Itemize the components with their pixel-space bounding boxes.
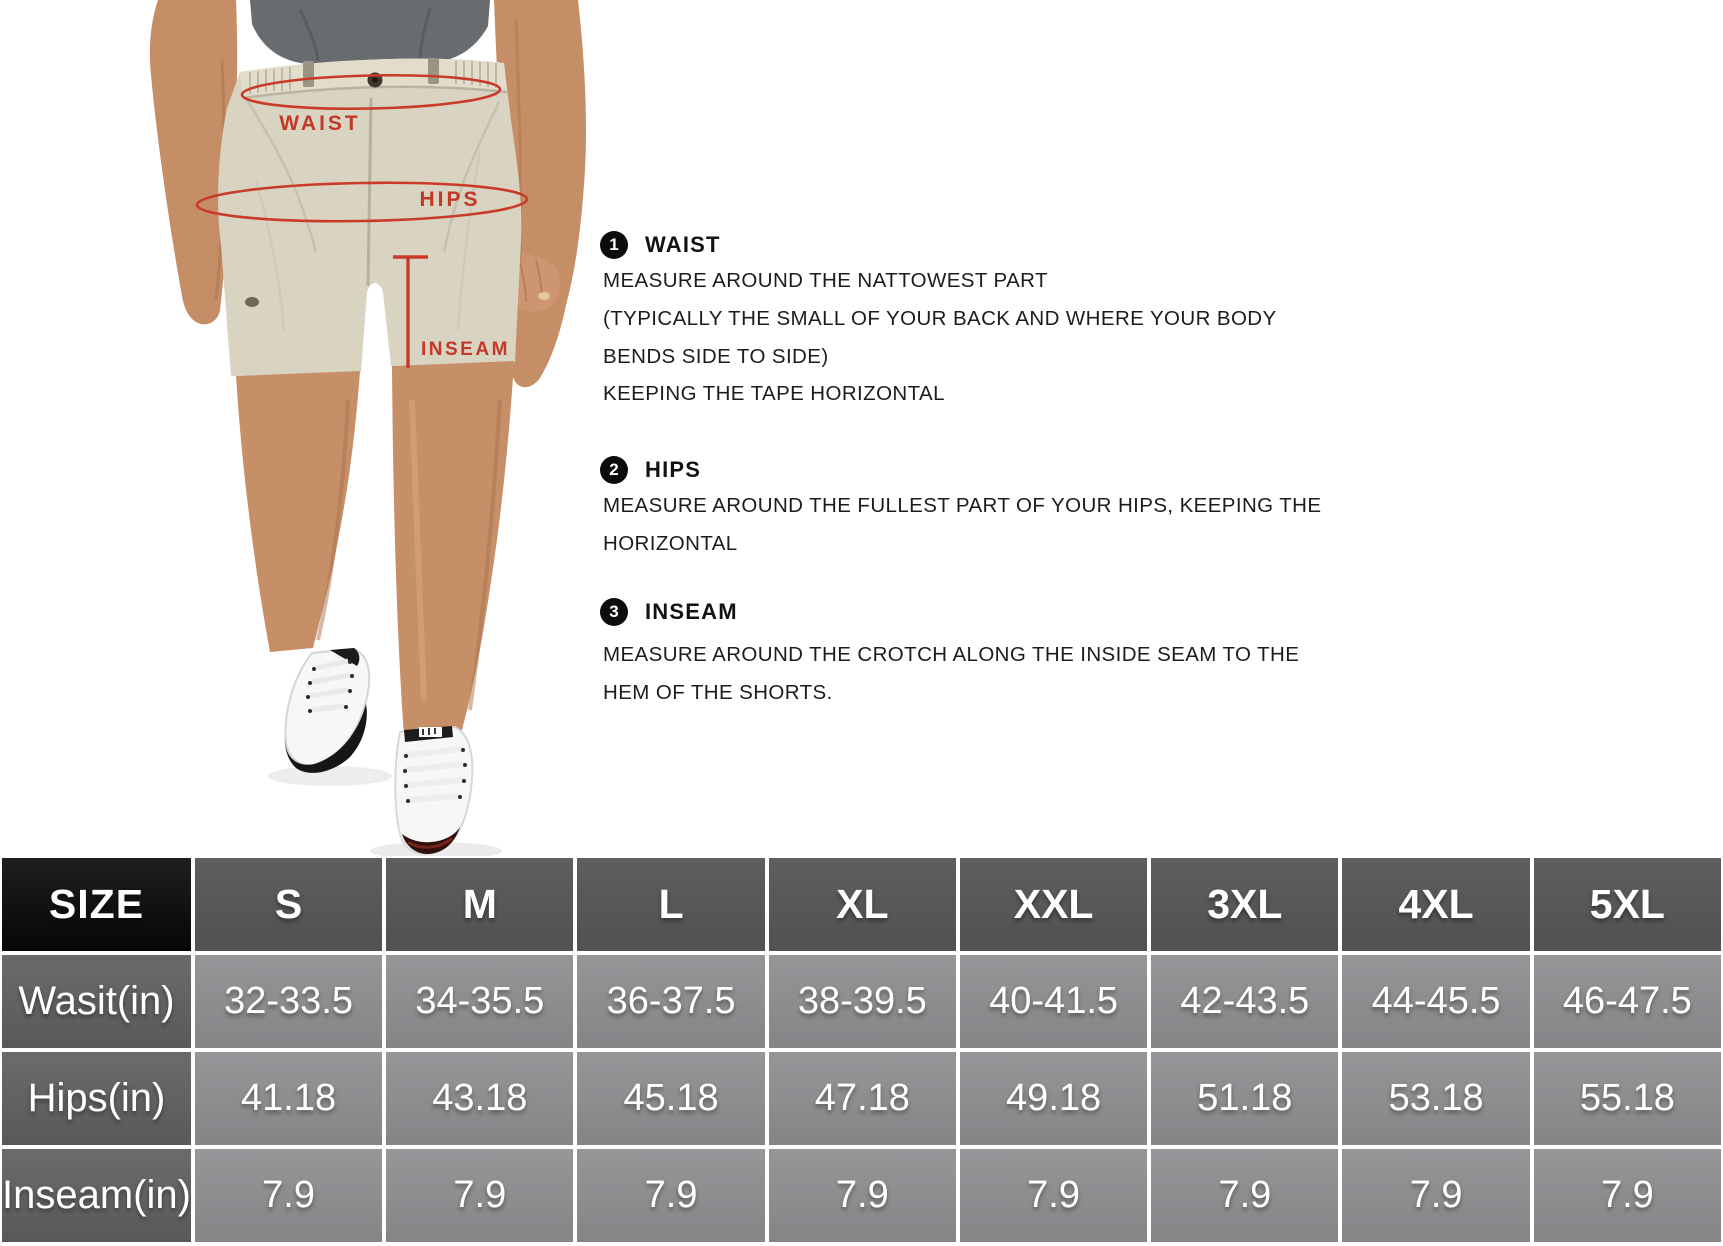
- inseam-annotation-label: INSEAM: [421, 339, 510, 360]
- row-label-inseam: Inseam(in): [2, 1149, 191, 1242]
- waist-value: 46-47.5: [1534, 955, 1721, 1048]
- instruction-line: BENDS SIDE TO SIDE): [603, 344, 829, 368]
- hips-annotation-label: HIPS: [419, 188, 481, 211]
- instruction-line: HEM OF THE SHORTS.: [603, 680, 833, 704]
- size-col-header-5xl: 5XL: [1534, 858, 1721, 951]
- instruction-body-waist: [603, 262, 1403, 413]
- instruction-body-hips: [603, 487, 1403, 563]
- number-3-badge: 3: [600, 598, 628, 626]
- inseam-value: 7.9: [769, 1149, 956, 1242]
- instruction-body-inseam: [603, 636, 1403, 712]
- instruction-line: (TYPICALLY THE SMALL OF YOUR BACK AND WHERE YOUR BODY: [603, 306, 1277, 330]
- model-illustration: [0, 0, 600, 858]
- hips-value: 45.18: [577, 1052, 764, 1145]
- instruction-heading-inseam: [600, 598, 738, 626]
- instruction-line: MEASURE AROUND THE CROTCH ALONG THE INSIDE SEAM TO THE: [603, 643, 1300, 666]
- model-photo: [0, 0, 600, 858]
- inseam-value: 7.9: [960, 1149, 1147, 1242]
- size-col-header-l: L: [577, 858, 764, 951]
- hips-value: 47.18: [769, 1052, 956, 1145]
- size-table: [0, 856, 1723, 1246]
- hips-value: 53.18: [1342, 1052, 1529, 1145]
- inseam-value: 7.9: [1151, 1149, 1338, 1242]
- waist-annotation-label: WAIST: [279, 112, 361, 135]
- instruction-title: WAIST: [645, 232, 721, 257]
- inseam-value: 7.9: [195, 1149, 382, 1242]
- right-sneaker: [395, 726, 472, 854]
- hips-value: 55.18: [1534, 1052, 1721, 1145]
- row-label-waist: Wasit(in): [2, 955, 191, 1048]
- instruction-line: MEASURE AROUND THE NATTOWEST PART: [603, 269, 1048, 292]
- hips-value: 43.18: [386, 1052, 573, 1145]
- zipper-pull: [245, 297, 259, 307]
- instruction-line: HORIZONTAL: [603, 531, 738, 555]
- hips-value: 49.18: [960, 1052, 1147, 1145]
- shirt: [250, 0, 490, 64]
- inseam-value: 7.9: [386, 1149, 573, 1242]
- left-sneaker: [285, 648, 369, 773]
- size-table-corner-header: SIZE: [2, 858, 191, 951]
- size-col-header-xxl: XXL: [960, 858, 1147, 951]
- waist-value: 38-39.5: [769, 955, 956, 1048]
- size-col-header-xl: XL: [769, 858, 956, 951]
- hips-value: 41.18: [195, 1052, 382, 1145]
- size-col-header-4xl: 4XL: [1342, 858, 1529, 951]
- size-col-header-3xl: 3XL: [1151, 858, 1338, 951]
- instruction-heading-hips: [600, 456, 701, 484]
- instruction-title: INSEAM: [645, 599, 738, 624]
- row-label-hips: Hips(in): [2, 1052, 191, 1145]
- waist-value: 34-35.5: [386, 955, 573, 1048]
- waist-value: 36-37.5: [577, 955, 764, 1048]
- size-col-header-m: M: [386, 858, 573, 951]
- inseam-value: 7.9: [1534, 1149, 1721, 1242]
- number-2-badge: 2: [600, 456, 628, 484]
- hips-value: 51.18: [1151, 1052, 1338, 1145]
- left-leg: [236, 371, 360, 652]
- size-col-header-s: S: [195, 858, 382, 951]
- number-1-badge: 1: [600, 231, 628, 259]
- inseam-value: 7.9: [577, 1149, 764, 1242]
- instruction-heading-waist: [600, 231, 721, 259]
- instruction-title: HIPS: [645, 457, 702, 482]
- instruction-line: MEASURE AROUND THE FULLEST PART OF YOUR HIPS, KEEPING THE: [603, 494, 1322, 517]
- waist-value: 32-33.5: [195, 955, 382, 1048]
- waist-value: 40-41.5: [960, 955, 1147, 1048]
- waist-value: 42-43.5: [1151, 955, 1338, 1048]
- inseam-value: 7.9: [1342, 1149, 1529, 1242]
- waist-value: 44-45.5: [1342, 955, 1529, 1048]
- instruction-line: KEEPING THE TAPE HORIZONTAL: [603, 382, 945, 406]
